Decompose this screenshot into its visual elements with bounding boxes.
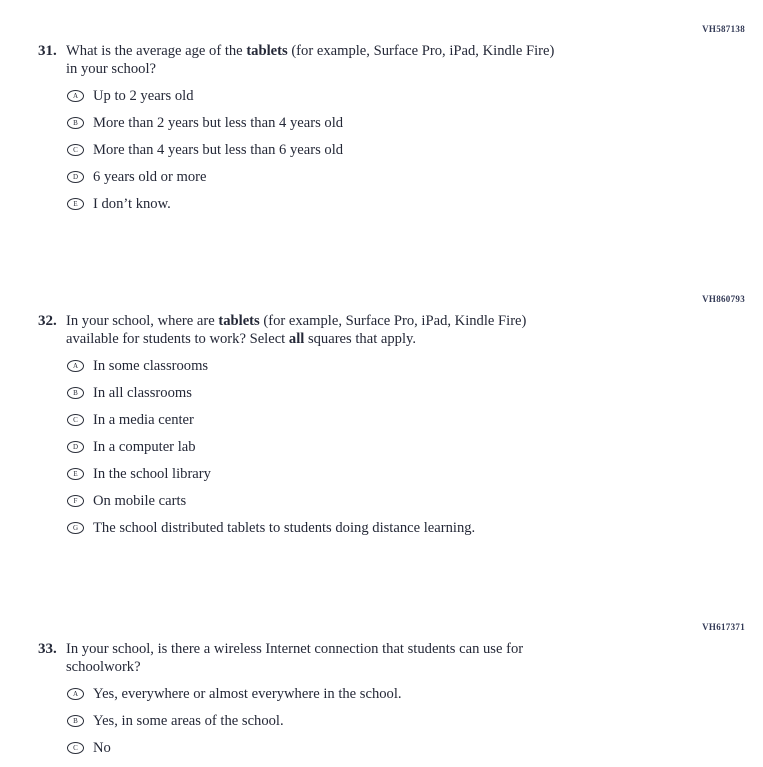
question-text-segment: What is the average age of the <box>66 43 247 59</box>
question-text-segment: squares that apply. <box>304 331 417 348</box>
answer-option[interactable] <box>67 515 763 542</box>
question-32-block <box>0 294 763 542</box>
question-header <box>0 312 763 349</box>
option-label: Yes, in some areas of the school. <box>93 712 284 729</box>
option-label: In a computer lab <box>93 438 196 455</box>
question-text <box>66 640 686 677</box>
answer-bubble-icon[interactable]: F <box>67 495 84 507</box>
question-text-segment: In your school, is there a wireless Internet connection that students can use for <box>66 641 524 657</box>
answer-option[interactable] <box>67 137 763 164</box>
answer-bubble-icon[interactable]: A <box>67 688 84 700</box>
question-id-code: VH617371 <box>702 622 745 632</box>
question-text-segment: In your school, where are <box>66 313 219 329</box>
question-text-segment: (for example, Surface Pro, iPad, Kindle Fire) <box>287 43 555 59</box>
answer-bubble-icon[interactable]: C <box>67 742 84 754</box>
question-text-bold: tablets <box>246 43 288 59</box>
answer-bubble-icon[interactable]: E <box>67 468 84 480</box>
option-label: On mobile carts <box>93 492 187 509</box>
question-text <box>66 42 686 79</box>
answer-bubble-icon[interactable]: B <box>67 387 84 399</box>
question-number: 31. <box>38 43 57 59</box>
option-label: In the school library <box>93 465 211 482</box>
answer-bubble-icon[interactable]: C <box>67 144 84 156</box>
answer-bubble-icon[interactable]: B <box>67 117 84 129</box>
answer-option[interactable] <box>67 708 763 735</box>
option-label: Up to 2 years old <box>93 87 194 104</box>
answer-option[interactable] <box>67 164 763 191</box>
option-label: I don’t know. <box>93 195 171 212</box>
answer-option[interactable] <box>67 191 763 218</box>
options-list <box>0 353 763 542</box>
question-text-segment: schoolwork? <box>66 659 141 676</box>
answer-option[interactable] <box>67 110 763 137</box>
option-label: In some classrooms <box>93 357 209 374</box>
option-label: More than 4 years but less than 6 years old <box>93 141 344 158</box>
option-label: Yes, everywhere or almost everywhere in the school. <box>93 685 402 702</box>
question-33-block <box>0 622 763 762</box>
answer-option[interactable] <box>67 461 763 488</box>
answer-bubble-icon[interactable]: A <box>67 90 84 102</box>
question-header <box>0 640 763 677</box>
question-text-segment: (for example, Surface Pro, iPad, Kindle Fire) <box>259 313 527 329</box>
option-label: More than 2 years but less than 4 years old <box>93 114 344 131</box>
option-label: The school distributed tablets to students doing distance learning. <box>93 519 476 536</box>
answer-option[interactable] <box>67 434 763 461</box>
options-list <box>0 83 763 218</box>
question-number: 32. <box>38 313 57 329</box>
answer-bubble-icon[interactable]: G <box>67 522 84 534</box>
option-label: In a media center <box>93 411 194 428</box>
answer-option[interactable] <box>67 681 763 708</box>
answer-bubble-icon[interactable]: D <box>67 171 84 183</box>
question-text-segment: available for students to work? Select <box>66 331 289 348</box>
answer-bubble-icon[interactable]: A <box>67 360 84 372</box>
options-list <box>0 681 763 762</box>
option-label: 6 years old or more <box>93 168 207 185</box>
answer-bubble-icon[interactable]: E <box>67 198 84 210</box>
answer-bubble-icon[interactable]: D <box>67 441 84 453</box>
question-text-bold: tablets <box>218 313 260 329</box>
answer-option[interactable] <box>67 353 763 380</box>
answer-option[interactable] <box>67 407 763 434</box>
answer-option[interactable] <box>67 380 763 407</box>
question-text-bold: all <box>288 331 305 348</box>
option-label: No <box>93 739 111 756</box>
answer-option[interactable] <box>67 488 763 515</box>
question-31-block <box>0 24 763 218</box>
answer-option[interactable] <box>67 83 763 110</box>
question-text-segment: in your school? <box>66 61 156 78</box>
question-id-code: VH587138 <box>702 24 745 34</box>
option-label: In all classrooms <box>93 384 192 401</box>
question-id-code: VH860793 <box>702 294 745 304</box>
question-text <box>66 312 686 349</box>
question-number: 33. <box>38 641 57 657</box>
answer-option[interactable] <box>67 735 763 762</box>
answer-bubble-icon[interactable]: C <box>67 414 84 426</box>
question-header <box>0 42 763 79</box>
answer-bubble-icon[interactable]: B <box>67 715 84 727</box>
